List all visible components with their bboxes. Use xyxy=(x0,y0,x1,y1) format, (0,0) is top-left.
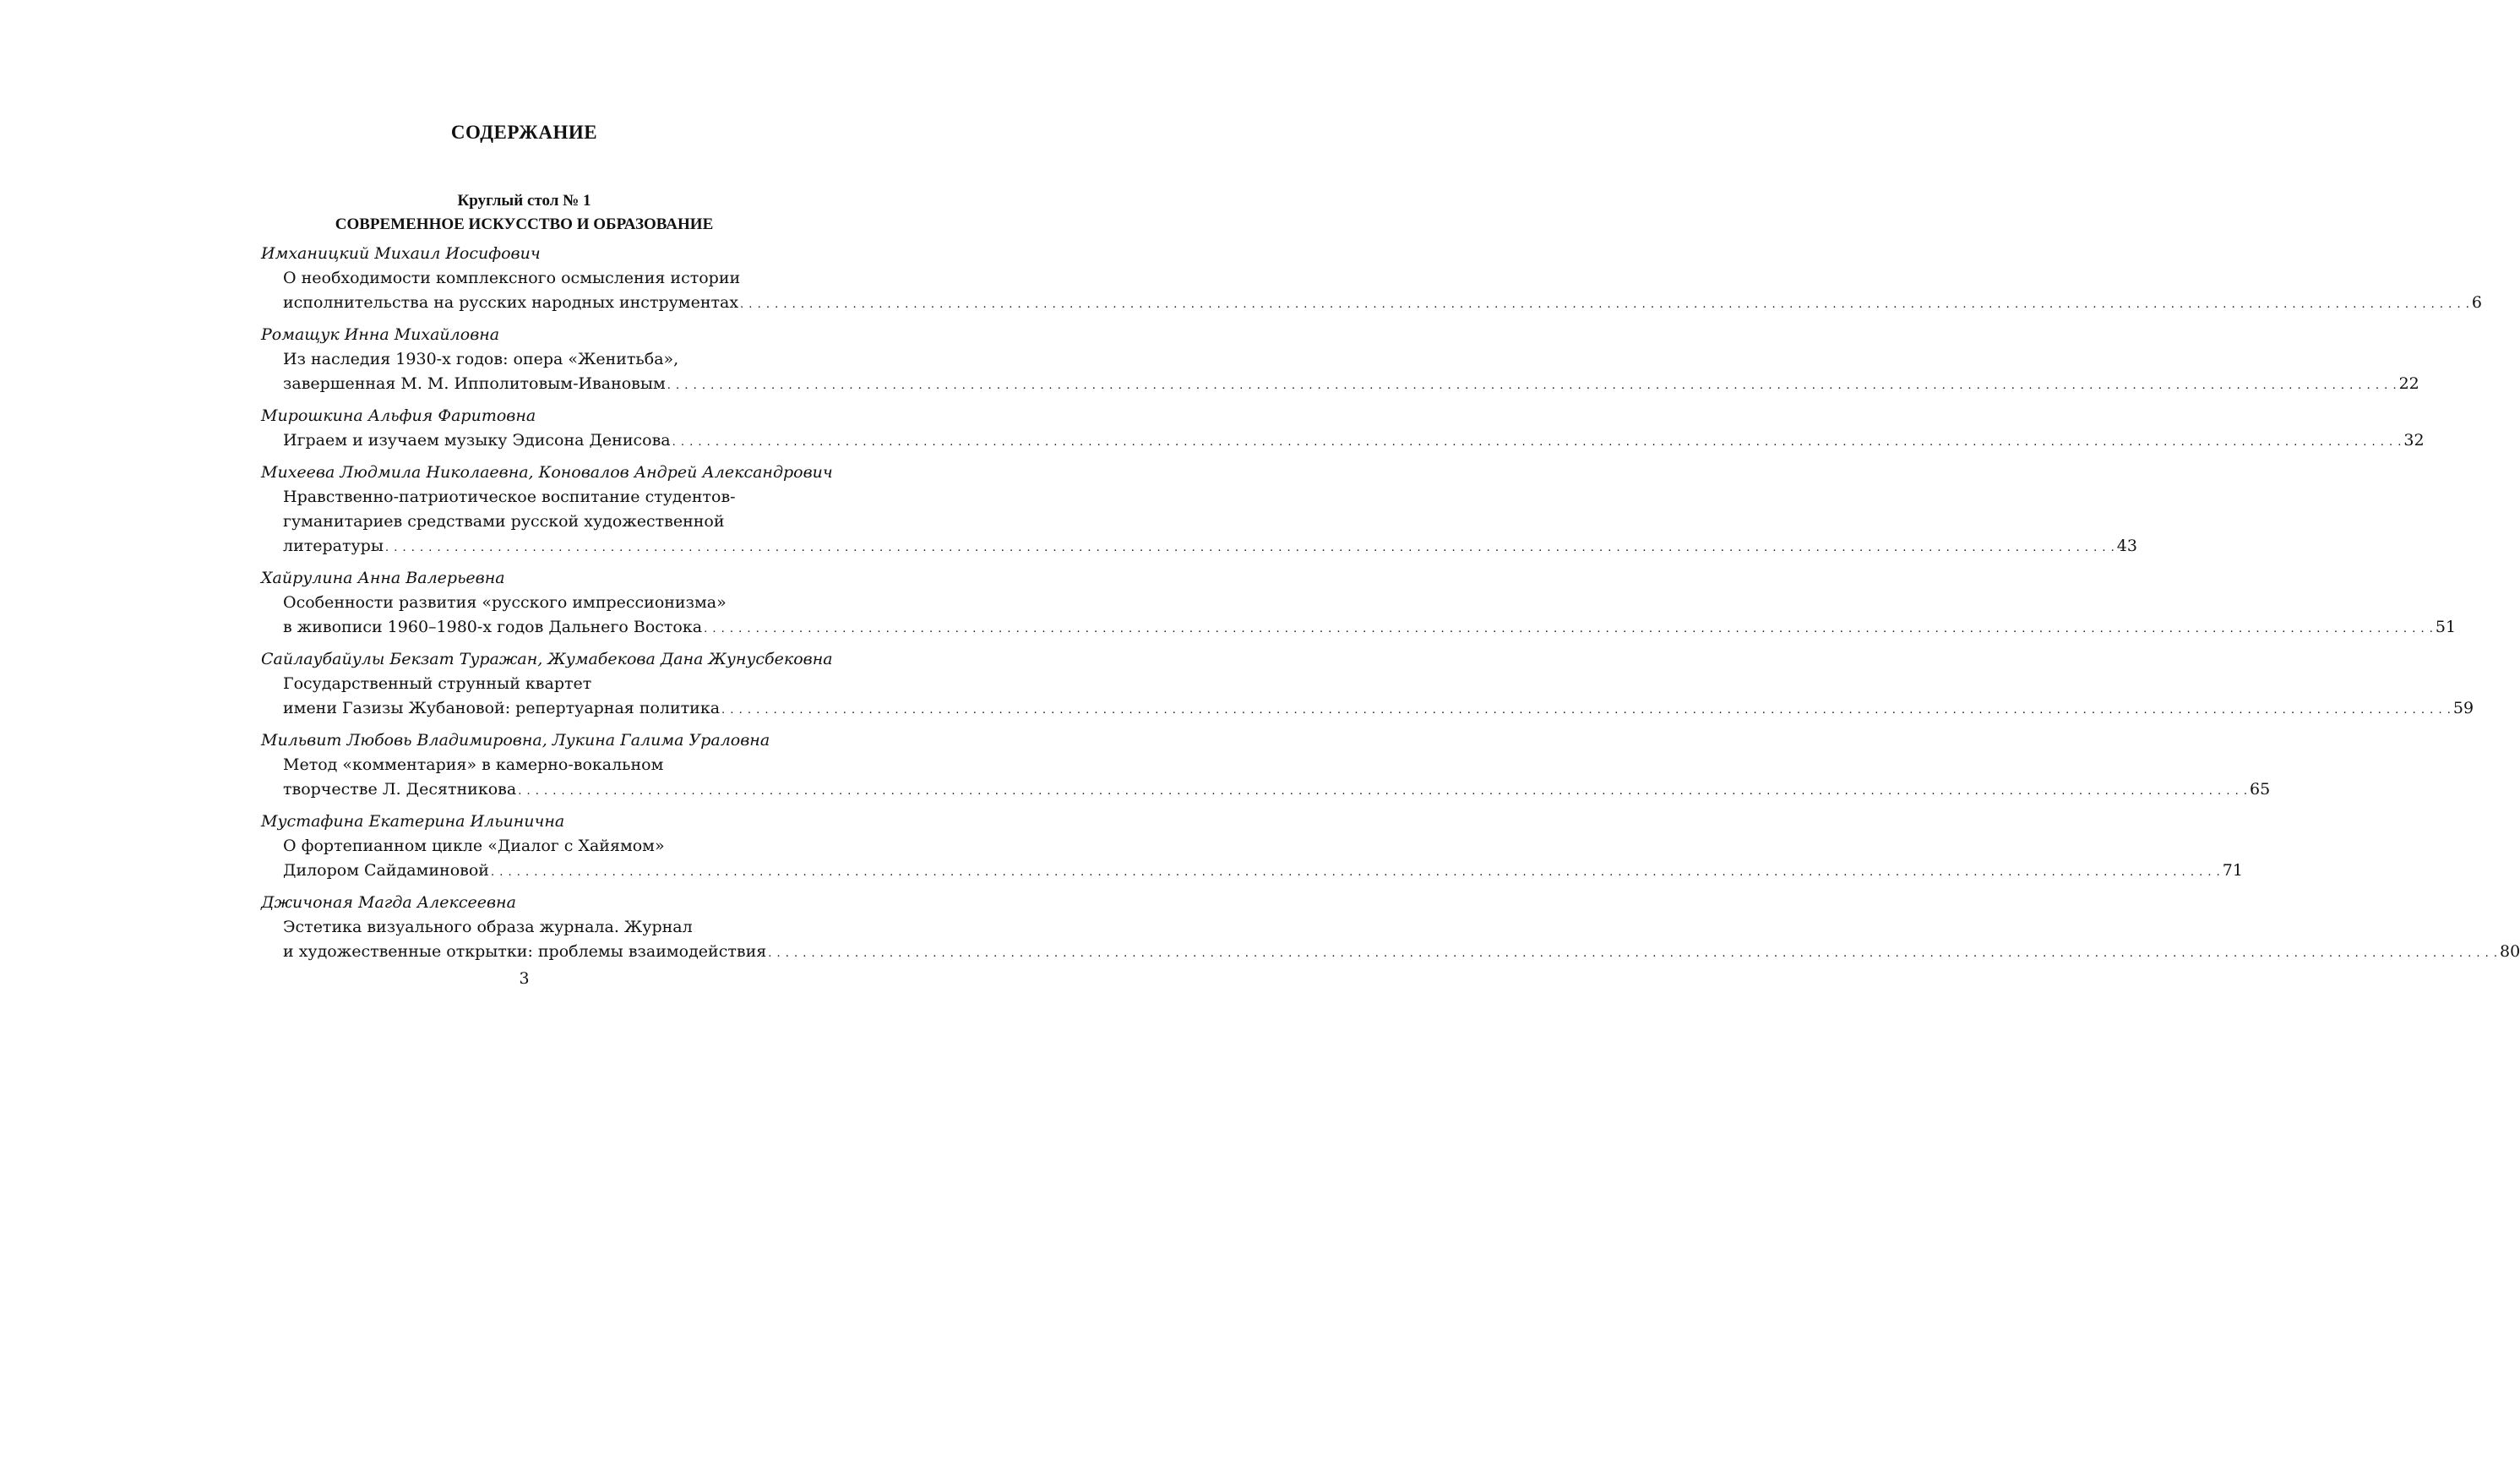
toc-entry-title-text: литературы xyxy=(283,537,384,555)
dot-leader: . . . . . . . . . . . . . . . . . . . . . . . . . . . . . . . . . . . . . . . . . . . . . . . . . . . . . . . . . . . . . . . . . . . . . . . . . . . . . . . . . . . . . . . . . . . . . . . . . . . . . . . . . . . . . . . . . . . . . . . . . . . . . . . . . . . . . . . . . . . . . . . . . . . . . . . . . . . . . . . . . . . . . . . . . . . . . . . . . . . . . . . . . . . . . . . . . . . . . . . . xyxy=(740,298,2470,311)
dot-leader: . . . . . . . . . . . . . . . . . . . . . . . . . . . . . . . . . . . . . . . . . . . . . . . . . . . . . . . . . . . . . . . . . . . . . . . . . . . . . . . . . . . . . . . . . . . . . . . . . . . . . . . . . . . . . . . . . . . . . . . . . . . . . . . . . . . . . . . . . . . . . . . . . . . . . . . . . . . . . . . . . . . . . . . . . . . . . . . . . . . . . . . . . . . . . . . . . . . . . . . . xyxy=(768,947,2499,960)
toc-entry-author: Мустафина Екатерина Ильинична xyxy=(261,812,565,831)
toc-entry xyxy=(261,461,2137,559)
toc-entry-title-text: в живописи 1960–1980-х годов Дальнего Востока xyxy=(283,618,703,636)
toc-entry-author: Имханицкий Михаил Иосифович xyxy=(261,244,541,263)
toc-entry-title-line xyxy=(283,347,832,372)
toc-entry xyxy=(261,566,2457,640)
toc-entry-title-line xyxy=(283,534,2137,559)
toc-entry-author: Сайлаубайулы Бекзат Туражан, Жумабекова Дана Жунусбековна xyxy=(261,650,833,668)
toc-entry-title-line xyxy=(283,615,2457,640)
toc-entry-title-line xyxy=(283,696,2474,721)
toc-entry-page-number: 43 xyxy=(2116,537,2137,555)
toc-entry-title-text: Метод «комментария» в камерно-вокальном xyxy=(283,755,664,774)
toc-entry-title-text: Играем и изучаем музыку Эдисона Денисова xyxy=(283,431,671,450)
toc-entry-page-number: 6 xyxy=(2471,293,2482,312)
toc-entry-page-number: 71 xyxy=(2222,861,2243,880)
toc-entry-title-text: имени Газизы Жубановой: репертуарная политика xyxy=(283,699,721,717)
dot-leader: . . . . . . . . . . . . . . . . . . . . . . . . . . . . . . . . . . . . . . . . . . . . . . . . . . . . . . . . . . . . . . . . . . . . . . . . . . . . . . . . . . . . . . . . . . . . . . . . . . . . . . . . . . . . . . . . . . . . . . . . . . . . . . . . . . . . . . . . . . . . . . . . . . . . . . . . . . . . . . . . . . . . . . . . . . . . . . . . . . . . . . . . . . . . . . . . . . . . . . . . xyxy=(704,623,2434,635)
dot-leader: . . . . . . . . . . . . . . . . . . . . . . . . . . . . . . . . . . . . . . . . . . . . . . . . . . . . . . . . . . . . . . . . . . . . . . . . . . . . . . . . . . . . . . . . . . . . . . . . . . . . . . . . . . . . . . . . . . . . . . . . . . . . . . . . . . . . . . . . . . . . . . . . . . . . . . . . . . . . . . . . . . . . . . . . . . . . . . . . . . . . . . . . . . . . . . . . . . . . . . . . xyxy=(384,542,2115,554)
toc-entry-title-text: и художественные открытки: проблемы взаимодействия xyxy=(283,942,767,961)
toc-entry-title-line xyxy=(283,834,832,859)
toc-entry-title-text: О необходимости комплексного осмысления истории xyxy=(283,269,741,287)
section-label: Круглый стол № 1 xyxy=(457,192,591,210)
toc-entry-title-line xyxy=(283,777,2271,802)
toc-entry-title-line xyxy=(283,428,2425,453)
toc-entry-title-text: творчестве Л. Десятникова xyxy=(283,780,517,799)
dot-leader: . . . . . . . . . . . . . . . . . . . . . . . . . . . . . . . . . . . . . . . . . . . . . . . . . . . . . . . . . . . . . . . . . . . . . . . . . . . . . . . . . . . . . . . . . . . . . . . . . . . . . . . . . . . . . . . . . . . . . . . . . . . . . . . . . . . . . . . . . . . . . . . . . . . . . . . . . . . . . . . . . . . . . . . . . . . . . . . . . . . . . . . . . . . . . . . . . . . . . . . . xyxy=(672,436,2403,449)
table-of-contents xyxy=(261,242,2520,972)
toc-entry-page-number: 59 xyxy=(2452,699,2474,717)
toc-entry-author: Ромащук Инна Михайловна xyxy=(261,325,500,344)
section-header xyxy=(0,189,1048,237)
toc-entry-page-number: 32 xyxy=(2403,431,2425,450)
toc-entry-title-line xyxy=(283,940,2520,964)
page-title: СОДЕРЖАНИЕ xyxy=(450,122,598,143)
toc-entry-title-text: завершенная М. М. Ипполитовым-Ивановым xyxy=(283,374,666,393)
toc-entry-title-line xyxy=(283,915,832,940)
toc-entry-title-line xyxy=(283,291,2482,315)
toc-entry-title-text: гуманитариев средствами русской художественной xyxy=(283,512,725,531)
toc-entry-title-text: Нравственно-патриотическое воспитание студентов- xyxy=(283,488,736,506)
section-title: СОВРЕМЕННОЕ ИСКУССТВО И ОБРАЗОВАНИЕ xyxy=(335,215,714,233)
toc-entry-title-text: Государственный струнный квартет xyxy=(283,674,592,693)
toc-entry-page-number: 65 xyxy=(2250,780,2271,799)
toc-entry xyxy=(261,404,2425,453)
toc-entry-title-text: исполнительства на русских народных инструментах xyxy=(283,293,739,312)
toc-entry-author: Михеева Людмила Николаевна, Коновалов Андрей Александрович xyxy=(261,463,833,482)
toc-entry xyxy=(261,728,2271,802)
toc-entry xyxy=(261,647,2474,721)
toc-entry-title-text: О фортепианном цикле «Диалог с Хайямом» xyxy=(283,837,665,855)
toc-entry xyxy=(261,323,2419,396)
toc-entry-page-number: 80 xyxy=(2500,942,2520,961)
toc-entry xyxy=(261,242,2482,315)
toc-entry-title-line xyxy=(283,372,2419,396)
toc-entry-title-text: Особенности развития «русского импрессионизма» xyxy=(283,593,727,612)
dot-leader: . . . . . . . . . . . . . . . . . . . . . . . . . . . . . . . . . . . . . . . . . . . . . . . . . . . . . . . . . . . . . . . . . . . . . . . . . . . . . . . . . . . . . . . . . . . . . . . . . . . . . . . . . . . . . . . . . . . . . . . . . . . . . . . . . . . . . . . . . . . . . . . . . . . . . . . . . . . . . . . . . . . . . . . . . . . . . . . . . . . . . . . . . . . . . . . . . . . . . . . . xyxy=(518,785,2248,798)
toc-entry-title-line xyxy=(283,510,832,534)
toc-entry-page-number: 51 xyxy=(2435,618,2457,636)
dot-leader: . . . . . . . . . . . . . . . . . . . . . . . . . . . . . . . . . . . . . . . . . . . . . . . . . . . . . . . . . . . . . . . . . . . . . . . . . . . . . . . . . . . . . . . . . . . . . . . . . . . . . . . . . . . . . . . . . . . . . . . . . . . . . . . . . . . . . . . . . . . . . . . . . . . . . . . . . . . . . . . . . . . . . . . . . . . . . . . . . . . . . . . . . . . . . . . . . . . . . . . . xyxy=(490,866,2221,879)
toc-entry-title-line xyxy=(283,266,832,291)
page-number: 3 xyxy=(519,969,530,988)
toc-entry-title-line xyxy=(283,591,832,615)
toc-entry xyxy=(261,810,2243,883)
toc-entry-author: Джичоная Магда Алексеевна xyxy=(261,893,516,912)
toc-entry-title-line xyxy=(283,859,2243,883)
dot-leader: . . . . . . . . . . . . . . . . . . . . . . . . . . . . . . . . . . . . . . . . . . . . . . . . . . . . . . . . . . . . . . . . . . . . . . . . . . . . . . . . . . . . . . . . . . . . . . . . . . . . . . . . . . . . . . . . . . . . . . . . . . . . . . . . . . . . . . . . . . . . . . . . . . . . . . . . . . . . . . . . . . . . . . . . . . . . . . . . . . . . . . . . . . . . . . . . . . . . . . . . xyxy=(667,379,2398,392)
toc-entry-page-number: 22 xyxy=(2398,374,2419,393)
toc-entry-author: Мильвит Любовь Владимировна, Лукина Галима Ураловна xyxy=(261,731,770,750)
toc-entry-title-text: Дилором Сайдаминовой xyxy=(283,861,489,880)
toc-entry xyxy=(261,891,2520,964)
toc-entry-title-line xyxy=(283,753,832,777)
toc-entry-title-text: Эстетика визуального образа журнала. Журнал xyxy=(283,918,693,936)
dot-leader: . . . . . . . . . . . . . . . . . . . . . . . . . . . . . . . . . . . . . . . . . . . . . . . . . . . . . . . . . . . . . . . . . . . . . . . . . . . . . . . . . . . . . . . . . . . . . . . . . . . . . . . . . . . . . . . . . . . . . . . . . . . . . . . . . . . . . . . . . . . . . . . . . . . . . . . . . . . . . . . . . . . . . . . . . . . . . . . . . . . . . . . . . . . . . . . . . . . . . . . . xyxy=(721,704,2452,717)
toc-entry-author: Мирошкина Альфия Фаритовна xyxy=(261,406,536,425)
toc-entry-title-line xyxy=(283,485,832,510)
toc-entry-author: Хайрулина Анна Валерьевна xyxy=(261,569,505,587)
toc-entry-title-text: Из наследия 1930-х годов: опера «Женитьба», xyxy=(283,350,679,368)
toc-entry-title-line xyxy=(283,672,832,696)
